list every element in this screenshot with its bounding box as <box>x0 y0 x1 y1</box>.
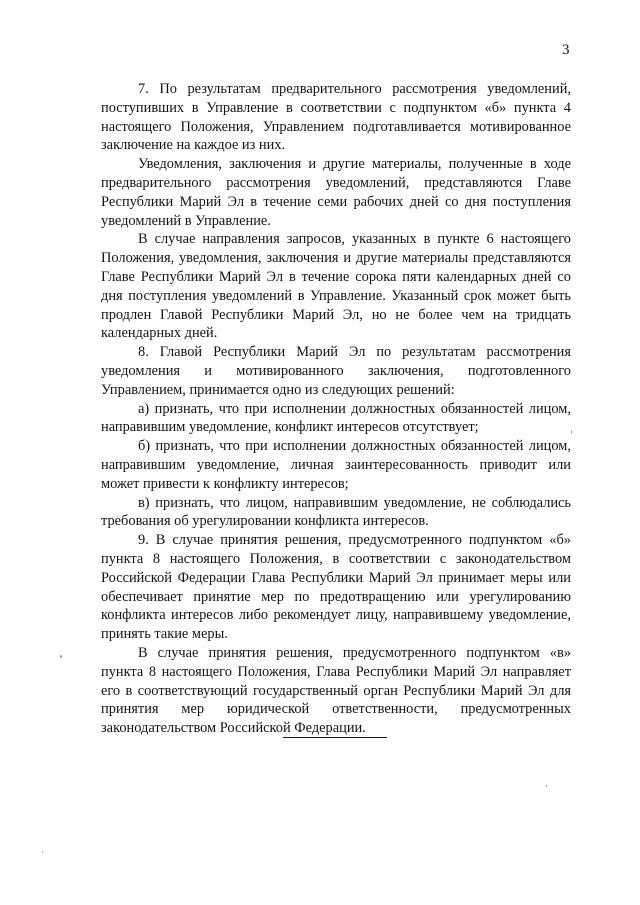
end-of-text-rule <box>283 737 387 738</box>
scan-artifact <box>60 655 62 658</box>
decision-option-a: а) признать, что при исполнении должностных обязанностей лицом, направившим уведомление, конфликт интересов отсутствует; <box>101 400 571 436</box>
scan-artifact <box>42 851 43 853</box>
document-body <box>101 80 571 738</box>
paragraph-8-decisions: 8. Главой Республики Марий Эл по результатам рассмотрения уведомления и мотивированного заключения, подготовленного Управлением, принимается одно из следующих решений: <box>101 344 571 398</box>
scan-artifact <box>546 785 547 787</box>
page-number: 3 <box>562 42 570 58</box>
paragraph-9-measures: 9. В случае принятия решения, предусмотренного подпунктом «б» пункта 8 настоящего Положения, в соответствии с законодательством Российской Федерации Глава Республики Марий Эл принимает меры или обеспечивает принятие мер по предотвращению или урегулированию конфликта интересов либо рекомендует лицу, направившему уведомление, принять такие меры. <box>101 532 571 643</box>
scan-artifact <box>571 430 572 434</box>
paragraph-requests-deadline: В случае направления запросов, указанных в пункте 6 настоящего Положения, уведомления, заключения и другие материалы представляются Главе Республики Марий Эл в течение сорока пяти календарных дней со дня поступления уведомлений в Управление. Указанный срок может быть продлен Главой Республики Марий Эл, но не более чем на тридцать календарных дней. <box>101 231 571 342</box>
paragraph-7-preliminary-review: 7. По результатам предварительного рассмотрения уведомлений, поступивших в Управление в соответствии с подпунктом «б» пункта 4 настоящего Положения, Управлением подготавливается мотивированное заключение на каждое из них. <box>101 81 571 154</box>
decision-option-v: в) признать, что лицом, направившим уведомление, не соблюдались требования об урегулировании конфликта интересов. <box>101 494 571 530</box>
paragraph-materials-submission: Уведомления, заключения и другие материалы, полученные в ходе предварительного рассмотрения уведомлений, представляются Главе Республики Марий Эл в течение семи рабочих дней со дня поступления уведомлений в Управление. <box>101 156 571 229</box>
paragraph-responsibility-referral: В случае принятия решения, предусмотренного подпунктом «в» пункта 8 настоящего Положения, Глава Республики Марий Эл направляет его в соответствующий государственный орган Республики Марий Эл для принятия мер юридической ответственности, предусмотренных законодательством Российской Федерации. <box>101 644 571 737</box>
decision-option-b: б) признать, что при исполнении должностных обязанностей лицом, направившим уведомление, личная заинтересованность приводит или может привести к конфликту интересов; <box>101 438 571 492</box>
